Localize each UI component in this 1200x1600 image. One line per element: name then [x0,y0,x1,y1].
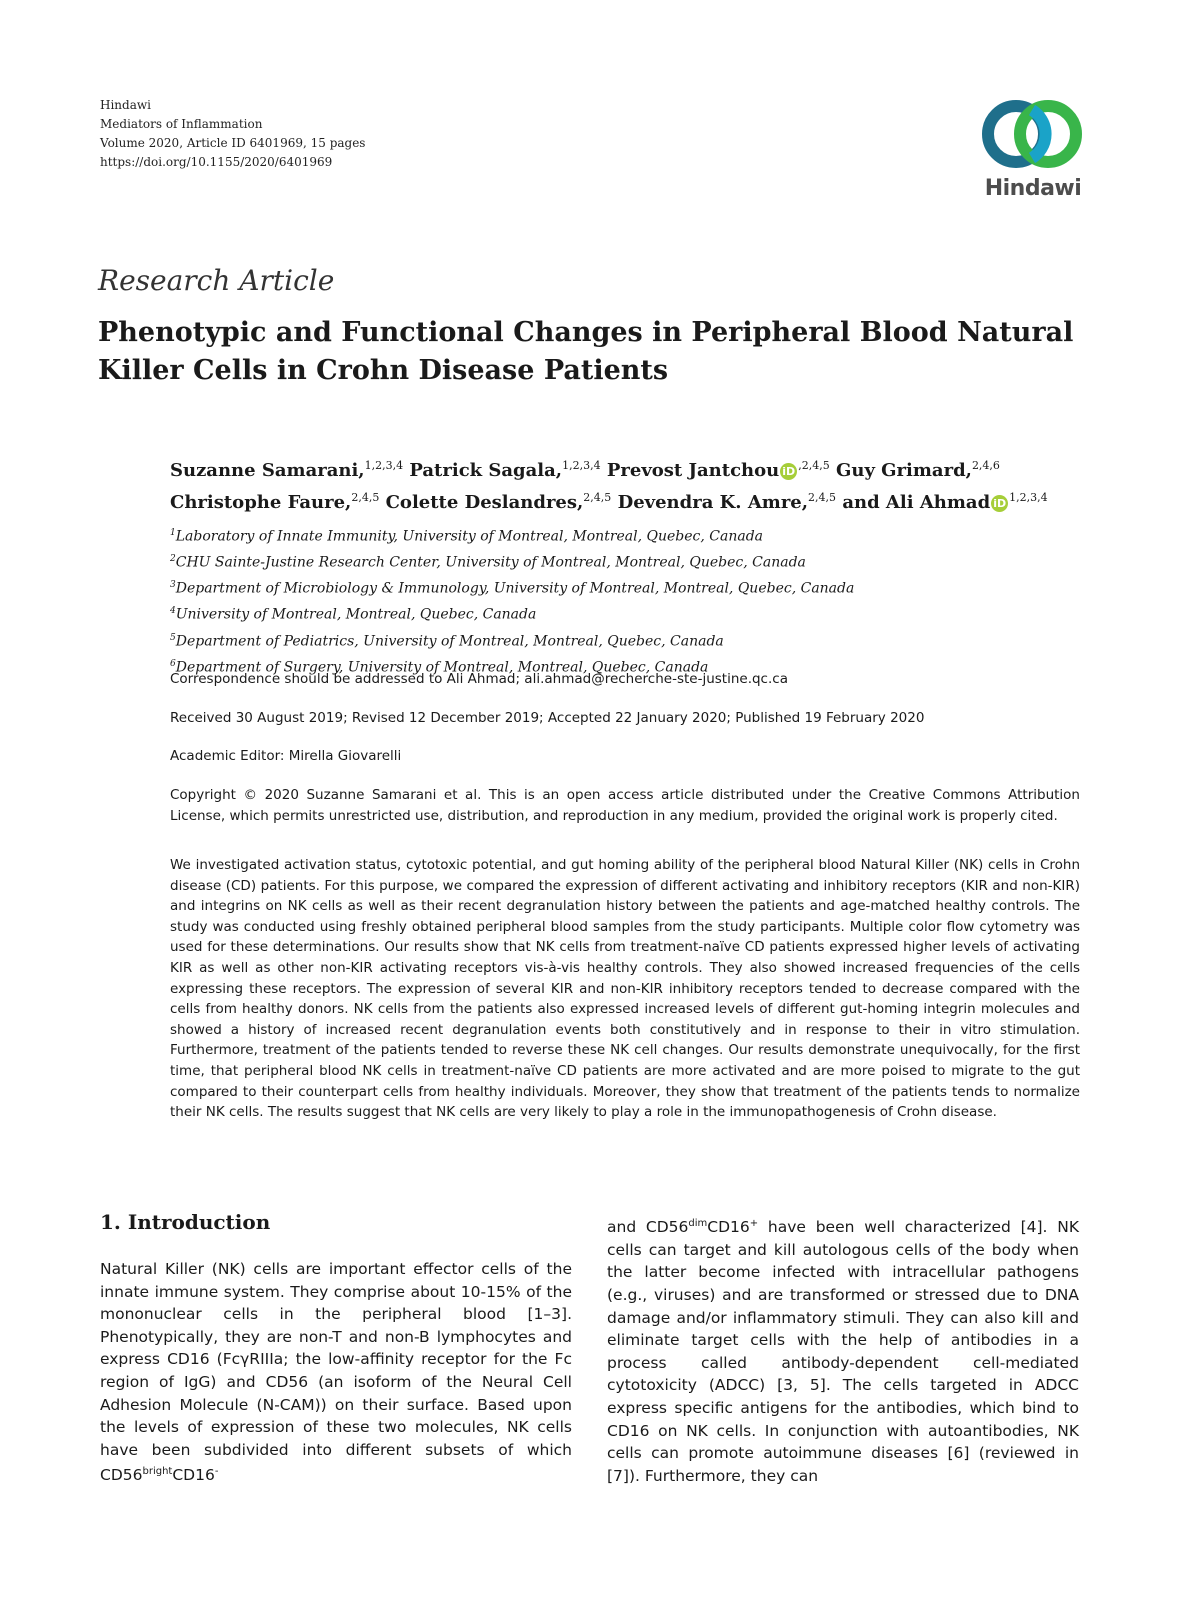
hindawi-logo [978,92,1088,204]
journal-name: Mediators of Inflammation [100,117,263,131]
author-name: Guy Grimard, [836,460,972,481]
affiliation-item: $^2$CHU Sainte-Justine Research Center, University of Montreal, Montreal, Quebec, Canada [170,554,806,571]
abstract: We investigated activation status, cytotoxic potential, and gut homing ability of the peripheral blood Natural Killer (NK) cells in Crohn disease (CD) patients. For this purpose, we compared the expression of different activating and inhibitory receptors (KIR and non-KIR) and integrins on NK cells as well as their recent degranulation history between the patients and age-matched healthy controls. The study was conducted using freshly obtained peripheral blood samples from the study participants. Multiple color flow cytometry was used for these determinations. Our results show that NK cells from treatment-naïve CD patients expressed higher levels of activating KIR as well as other non-KIR activating receptors vis-à-vis healthy controls. They also showed increased frequencies of the cells expressing these receptors. The expression of several KIR and non-KIR inhibitory receptors tended to decrease compared with the cells from healthy donors. NK cells from the patients also expressed increased levels of different gut-homing integrin molecules and showed a history of increased recent degranulation events both constitutively and in response to their in vitro stimulation. Furthermore, treatment of the patients tended to reverse these NK cell changes. Our results demonstrate unequivocally, for the first time, that peripheral blood NK cells in treatment-naïve CD patients are more activated and are more poised to migrate to the gut compared to their counterpart cells from healthy individuals. Moreover, they show that treatment of the patients tends to normalize their NK cells. The results suggest that NK cells are very likely to play a role in the immunopathogenesis of Crohn disease. [170,857,1080,1121]
author-name: Devendra K. Amre, [617,492,809,513]
author-list [170,452,1090,516]
affiliation-list [170,522,854,679]
hindawi-logo-mark [978,92,1088,176]
affiliation-item: $^4$University of Montreal, Montreal, Quebec, Canada [170,606,537,624]
author-name: Colette Deslandres, [385,492,584,513]
academic-editor: Academic Editor: Mirella Giovarelli [170,748,402,764]
affiliation-item: $^1$Laboratory of Innate Immunity, University of Montreal, Montreal, Quebec, Canada [170,528,764,545]
author-name: Patrick Sagala, [409,460,563,481]
author-name: Christophe Faure, [170,492,352,513]
publisher-name: Hindawi [100,98,151,112]
article-title: Phenotypic and Functional Changes in Peripheral Blood Natural Killer Cells in Crohn Disease Patients [98,317,1074,386]
author-affil-sup: 2,4,5 [351,491,380,504]
author-name: Suzanne Samarani, [170,460,365,481]
doi-link[interactable]: https://doi.org/10.1155/2020/6401969 [100,155,333,169]
author-line-2 [170,484,1090,516]
affiliation-item: $^3$Department of Microbiology & Immunology, University of Montreal, Montreal, Quebec, Canada [170,580,855,597]
affiliation-item: $^6$Department of Surgery, University of Montreal, Montreal, Quebec, Canada [170,658,709,676]
author-affil-sup: 1,2,3,4 [364,459,404,472]
intro-column-right: and $CD56^{dim}CD16^+$ have been well characterized [4]. NK cells can target and kill autologous cells of the body when the latter become infected with intracellular pathogens (e.g., viruses) and are transformed or stressed due to DNA damage and/or inflammatory stimuli. They can also kill and eliminate target cells with the help of antibodies in a process called antibody-dependent cell-mediated cytotoxicity (ADCC) [3, 5]. The cells targeted in ADCC express specific antigens for the antibodies, which bind to CD16 on NK cells. In conjunction with autoantibodies, NK cells can promote autoimmune diseases [6] (reviewed in [7]). Furthermore, they can [607,1218,1079,1485]
author-affil-sup: 2,4,6 [971,459,1000,472]
author-line-1 [170,452,1090,484]
copyright-notice: Copyright © 2020 Suzanne Samarani et al. This is an open access article distributed under the Creative Commons Attribution License, which permits unrestricted use, distribution, and reproduction in any medium, provided the original work is properly cited. [170,787,1080,824]
author-name: and Ali Ahmad [842,492,991,513]
volume-line: Volume 2020, Article ID 6401969, 15 pages [100,136,366,150]
intro-column-left: Natural Killer (NK) cells are important effector cells of the innate immune system. They comprise about 10-15% of the mononuclear cells in the peripheral blood [1–3]. Phenotypically, they are non-T and non-B lymphocytes and express CD16 (FcγRIIIa; the low-affinity receptor for the Fc region of IgG) and CD56 (an isoform of the Neural Cell Adhesion Molecule (N-CAM)) on their surface. Based upon the levels of expression of these two molecules, NK cells have been subdivided into different subsets of which $CD56^{bright}CD16^-$ [100,1260,572,1485]
section-heading: 1. Introduction [100,1210,271,1234]
article-type: Research Article [98,264,335,297]
orcid-icon[interactable]: iD [991,495,1008,512]
journal-header [100,96,365,172]
author-affil-sup: 1,2,3,4 [1009,491,1048,504]
author-affil-sup: 2,4,5 [808,491,837,504]
dates-line: Received 30 August 2019; Revised 12 December 2019; Accepted 22 January 2020; Published 19 February 2020 [170,710,925,726]
correspondence-line: Correspondence should be addressed to Ali Ahmad; ali.ahmad@recherche-ste-justine.qc.ca [170,671,788,687]
affiliation-item: $^5$Department of Pediatrics, University of Montreal, Montreal, Quebec, Canada [170,632,724,650]
author-name: Prevost Jantchou [606,460,780,481]
author-affil-sup: 1,2,3,4 [562,459,601,472]
author-affil-sup: ,2,4,5 [798,459,830,472]
author-affil-sup: 2,4,5 [583,491,612,504]
orcid-icon[interactable]: iD [780,463,797,480]
logo-wordmark: Hindawi [984,176,1082,201]
